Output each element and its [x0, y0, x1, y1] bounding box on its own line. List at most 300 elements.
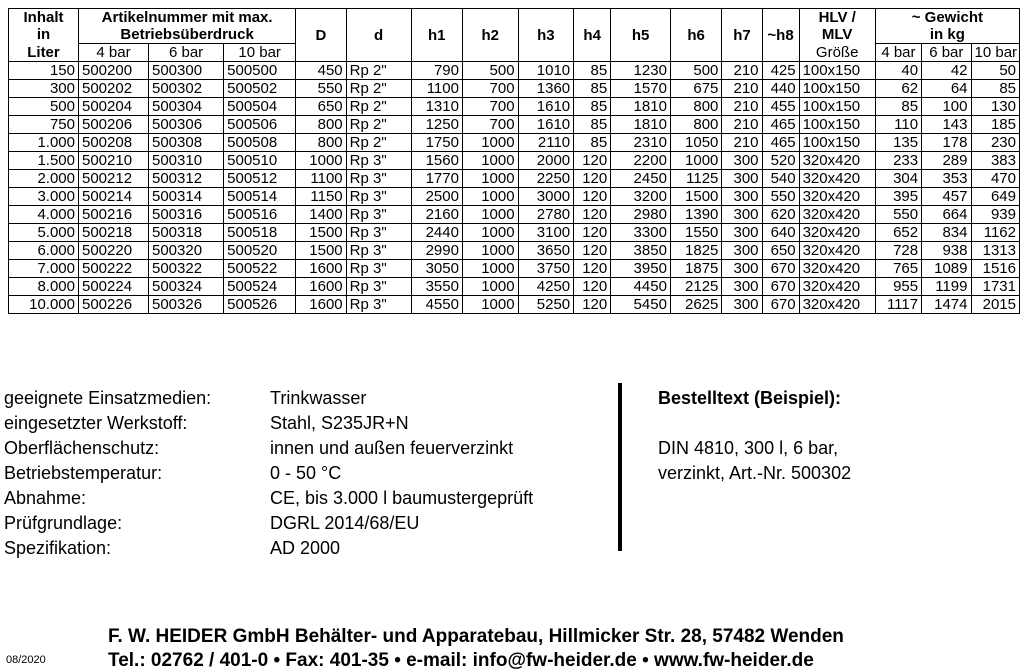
- table-cell: 425: [762, 62, 799, 80]
- table-cell: 500526: [224, 296, 296, 314]
- table-cell: 300: [722, 296, 762, 314]
- table-cell: 210: [722, 116, 762, 134]
- header-d: d: [346, 9, 411, 62]
- table-cell: 1050: [670, 134, 721, 152]
- property-key: eingesetzter Werkstoff:: [4, 413, 188, 433]
- table-cell: 185: [971, 116, 1020, 134]
- company-address: F. W. HEIDER GmbH Behälter- und Apparatebau, Hillmicker Str. 28, 57482 Wenden: [108, 626, 844, 647]
- table-cell: 1.500: [9, 152, 79, 170]
- table-cell: 3550: [411, 278, 462, 296]
- table-cell: 2310: [611, 134, 671, 152]
- table-cell: 210: [722, 98, 762, 116]
- vertical-divider: [618, 383, 622, 551]
- header-groesse: Größe: [799, 44, 875, 62]
- table-cell: 1550: [670, 224, 721, 242]
- property-row: [4, 411, 533, 436]
- header-gewicht: ~ Gewicht: [875, 9, 1019, 27]
- table-cell: 300: [722, 170, 762, 188]
- table-cell: 2440: [411, 224, 462, 242]
- table-cell: 650: [296, 98, 346, 116]
- table-cell: 1750: [411, 134, 462, 152]
- header-gewicht-2: in kg: [875, 26, 1019, 44]
- table-cell: 10.000: [9, 296, 79, 314]
- table-cell: 1310: [411, 98, 462, 116]
- table-row: [9, 224, 1020, 242]
- table-cell: 1162: [971, 224, 1020, 242]
- table-cell: 2015: [971, 296, 1020, 314]
- table-cell: 500302: [149, 80, 224, 98]
- table-cell: 2125: [670, 278, 721, 296]
- table-cell: 85: [574, 116, 611, 134]
- table-cell: 500326: [149, 296, 224, 314]
- header-h1: h1: [411, 9, 462, 62]
- header-inhalt: Inhalt: [9, 9, 79, 27]
- header-h2: h2: [462, 9, 518, 62]
- table-cell: 1600: [296, 278, 346, 296]
- table-cell: 110: [875, 116, 921, 134]
- table-row: [9, 278, 1020, 296]
- table-cell: 150: [9, 62, 79, 80]
- header-liter: Liter: [9, 44, 79, 62]
- table-cell: 2250: [518, 170, 574, 188]
- table-cell: 1000: [462, 170, 518, 188]
- table-cell: 1390: [670, 206, 721, 224]
- table-cell: 500218: [79, 224, 149, 242]
- table-cell: 500214: [79, 188, 149, 206]
- table-cell: 1810: [611, 116, 671, 134]
- table-cell: 675: [670, 80, 721, 98]
- table-row: [9, 134, 1020, 152]
- table-cell: 500202: [79, 80, 149, 98]
- header-4bar: 4 bar: [79, 44, 149, 62]
- table-cell: 178: [922, 134, 971, 152]
- table-cell: 670: [762, 278, 799, 296]
- table-cell: 500: [462, 62, 518, 80]
- table-cell: 939: [971, 206, 1020, 224]
- table-cell: 500520: [224, 242, 296, 260]
- table-cell: 1875: [670, 260, 721, 278]
- property-value: AD 2000: [270, 538, 341, 558]
- table-cell: 800: [670, 116, 721, 134]
- table-cell: 289: [922, 152, 971, 170]
- table-cell: 649: [971, 188, 1020, 206]
- table-cell: 300: [722, 278, 762, 296]
- table-cell: 2200: [611, 152, 671, 170]
- table-cell: 1600: [296, 260, 346, 278]
- table-cell: 800: [296, 116, 346, 134]
- table-cell: 120: [574, 260, 611, 278]
- table-cell: 1360: [518, 80, 574, 98]
- table-cell: Rp 3": [346, 296, 411, 314]
- table-cell: 300: [722, 188, 762, 206]
- table-cell: 470: [971, 170, 1020, 188]
- table-cell: 500300: [149, 62, 224, 80]
- document-date: 08/2020: [6, 654, 46, 666]
- table-cell: 1500: [670, 188, 721, 206]
- table-cell: 100x150: [799, 98, 875, 116]
- table-cell: 2625: [670, 296, 721, 314]
- table-cell: 500204: [79, 98, 149, 116]
- table-cell: 790: [411, 62, 462, 80]
- table-cell: 1313: [971, 242, 1020, 260]
- table-cell: 300: [722, 242, 762, 260]
- table-cell: 62: [875, 80, 921, 98]
- table-cell: 120: [574, 242, 611, 260]
- table-cell: 210: [722, 80, 762, 98]
- properties-list: [4, 386, 533, 561]
- header-mlv: MLV: [799, 26, 875, 44]
- company-contact: Tel.: 02762 / 401-0 • Fax: 401-35 • e-mail: info@fw-heider.de • www.fw-heider.de: [108, 650, 814, 671]
- table-cell: 3750: [518, 260, 574, 278]
- table-cell: 320x420: [799, 152, 875, 170]
- table-cell: 353: [922, 170, 971, 188]
- property-value: CE, bis 3.000 l baumustergeprüft: [270, 488, 534, 508]
- table-cell: 500318: [149, 224, 224, 242]
- table-cell: 5.000: [9, 224, 79, 242]
- table-cell: Rp 3": [346, 242, 411, 260]
- table-cell: 700: [462, 116, 518, 134]
- table-cell: 670: [762, 296, 799, 314]
- table-cell: 1610: [518, 98, 574, 116]
- table-cell: 100x150: [799, 62, 875, 80]
- header-weight-4bar: 4 bar: [875, 44, 921, 62]
- table-row: [9, 152, 1020, 170]
- table-cell: 500508: [224, 134, 296, 152]
- property-key: Betriebstemperatur:: [4, 463, 163, 483]
- table-cell: 300: [722, 260, 762, 278]
- table-cell: 500322: [149, 260, 224, 278]
- table-cell: 500308: [149, 134, 224, 152]
- table-cell: 300: [722, 224, 762, 242]
- order-line-1: DIN 4810, 300 l, 6 bar,: [658, 438, 839, 458]
- table-cell: 800: [296, 134, 346, 152]
- table-cell: 1150: [296, 188, 346, 206]
- table-cell: 1474: [922, 296, 971, 314]
- table-cell: 1000: [462, 206, 518, 224]
- table-cell: 520: [762, 152, 799, 170]
- header-10bar: 10 bar: [224, 44, 296, 62]
- table-cell: 1000: [462, 188, 518, 206]
- table-cell: 500312: [149, 170, 224, 188]
- table-cell: 1000: [296, 152, 346, 170]
- table-cell: 500216: [79, 206, 149, 224]
- property-value: 0 - 50 °C: [270, 463, 342, 483]
- table-cell: 320x420: [799, 206, 875, 224]
- table-cell: 500500: [224, 62, 296, 80]
- header-hlv: HLV /: [799, 9, 875, 27]
- header-h5: h5: [611, 9, 671, 62]
- property-value: DGRL 2014/68/EU: [270, 513, 420, 533]
- table-cell: 210: [722, 134, 762, 152]
- table-cell: 1500: [296, 224, 346, 242]
- table-cell: 130: [971, 98, 1020, 116]
- table-row: [9, 296, 1020, 314]
- table-cell: 1400: [296, 206, 346, 224]
- table-cell: 230: [971, 134, 1020, 152]
- table-cell: 500320: [149, 242, 224, 260]
- table-cell: 300: [9, 80, 79, 98]
- table-cell: Rp 3": [346, 152, 411, 170]
- table-cell: 143: [922, 116, 971, 134]
- table-cell: 2160: [411, 206, 462, 224]
- table-cell: 500304: [149, 98, 224, 116]
- table-cell: 500306: [149, 116, 224, 134]
- table-cell: 500226: [79, 296, 149, 314]
- table-cell: 50: [971, 62, 1020, 80]
- table-cell: 1000: [462, 260, 518, 278]
- table-cell: 120: [574, 152, 611, 170]
- table-cell: 700: [462, 80, 518, 98]
- table-cell: 500314: [149, 188, 224, 206]
- property-key: Abnahme:: [4, 488, 87, 508]
- property-value: Stahl, S235JR+N: [270, 413, 409, 433]
- table-cell: 500208: [79, 134, 149, 152]
- table-cell: 765: [875, 260, 921, 278]
- table-body: [9, 62, 1020, 314]
- order-line-2: verzinkt, Art.-Nr. 500302: [658, 463, 852, 483]
- table-cell: 320x420: [799, 296, 875, 314]
- table-cell: 42: [922, 62, 971, 80]
- table-cell: 3.000: [9, 188, 79, 206]
- table-cell: 85: [574, 134, 611, 152]
- table-cell: 4250: [518, 278, 574, 296]
- table-cell: 1610: [518, 116, 574, 134]
- order-title: Bestelltext (Beispiel):: [658, 388, 842, 408]
- table-cell: Rp 2": [346, 98, 411, 116]
- table-cell: 700: [462, 98, 518, 116]
- header-artikel-2: Betriebsüberdruck: [79, 26, 296, 44]
- table-row: [9, 242, 1020, 260]
- table-cell: 500518: [224, 224, 296, 242]
- table-cell: Rp 3": [346, 188, 411, 206]
- table-cell: 383: [971, 152, 1020, 170]
- header-weight-10bar: 10 bar: [971, 44, 1020, 62]
- table-cell: 500200: [79, 62, 149, 80]
- table-cell: 500324: [149, 278, 224, 296]
- table-cell: 620: [762, 206, 799, 224]
- order-text-block: [658, 386, 851, 486]
- table-row: [9, 188, 1020, 206]
- table-cell: 3650: [518, 242, 574, 260]
- table-cell: 1000: [462, 152, 518, 170]
- table-cell: 3300: [611, 224, 671, 242]
- table-cell: 500206: [79, 116, 149, 134]
- table-cell: 500512: [224, 170, 296, 188]
- table-cell: 120: [574, 188, 611, 206]
- table-cell: 1810: [611, 98, 671, 116]
- table-cell: 320x420: [799, 224, 875, 242]
- table-cell: 500224: [79, 278, 149, 296]
- table-cell: 3050: [411, 260, 462, 278]
- table-row: [9, 80, 1020, 98]
- table-cell: 750: [9, 116, 79, 134]
- table-cell: 1600: [296, 296, 346, 314]
- table-cell: 1000: [462, 224, 518, 242]
- table-row: [9, 116, 1020, 134]
- table-cell: Rp 2": [346, 62, 411, 80]
- table-cell: 320x420: [799, 170, 875, 188]
- table-cell: 640: [762, 224, 799, 242]
- table-cell: 1560: [411, 152, 462, 170]
- table-cell: 457: [922, 188, 971, 206]
- table-cell: 3200: [611, 188, 671, 206]
- property-value: innen und außen feuerverzinkt: [270, 438, 514, 458]
- table-cell: 100: [922, 98, 971, 116]
- table-cell: Rp 3": [346, 206, 411, 224]
- table-cell: 2500: [411, 188, 462, 206]
- table-cell: 40: [875, 62, 921, 80]
- table-cell: 1825: [670, 242, 721, 260]
- table-cell: 320x420: [799, 260, 875, 278]
- table-cell: 1516: [971, 260, 1020, 278]
- table-cell: 5450: [611, 296, 671, 314]
- header-weight-6bar: 6 bar: [922, 44, 971, 62]
- table-cell: 1000: [462, 278, 518, 296]
- header-6bar: 6 bar: [149, 44, 224, 62]
- table-cell: 1.000: [9, 134, 79, 152]
- table-cell: Rp 3": [346, 224, 411, 242]
- table-cell: 465: [762, 116, 799, 134]
- table-cell: 1731: [971, 278, 1020, 296]
- table-cell: 500516: [224, 206, 296, 224]
- table-cell: 85: [574, 62, 611, 80]
- table-cell: 500222: [79, 260, 149, 278]
- table-cell: 1000: [462, 134, 518, 152]
- table-row: [9, 98, 1020, 116]
- table-cell: 1117: [875, 296, 921, 314]
- table-cell: 2.000: [9, 170, 79, 188]
- table-cell: 550: [762, 188, 799, 206]
- table-cell: 120: [574, 278, 611, 296]
- table-cell: 450: [296, 62, 346, 80]
- table-cell: 500522: [224, 260, 296, 278]
- table-cell: 100x150: [799, 134, 875, 152]
- table-cell: 728: [875, 242, 921, 260]
- table-cell: 465: [762, 134, 799, 152]
- table-cell: 652: [875, 224, 921, 242]
- property-key: Spezifikation:: [4, 538, 112, 558]
- table-cell: 664: [922, 206, 971, 224]
- table-cell: 2780: [518, 206, 574, 224]
- table-cell: 2000: [518, 152, 574, 170]
- table-cell: 500514: [224, 188, 296, 206]
- property-key: Oberflächenschutz:: [4, 438, 160, 458]
- table-row: [9, 170, 1020, 188]
- property-row: [4, 436, 533, 461]
- table-cell: 500316: [149, 206, 224, 224]
- table-cell: 5250: [518, 296, 574, 314]
- table-cell: 6.000: [9, 242, 79, 260]
- property-key: geeignete Einsatzmedien:: [4, 388, 212, 408]
- table-cell: 2980: [611, 206, 671, 224]
- table-cell: 85: [574, 80, 611, 98]
- table-cell: 500210: [79, 152, 149, 170]
- table-cell: 3850: [611, 242, 671, 260]
- table-cell: 4.000: [9, 206, 79, 224]
- table-cell: 120: [574, 224, 611, 242]
- header-h4: h4: [574, 9, 611, 62]
- property-row: [4, 511, 533, 536]
- table-cell: 440: [762, 80, 799, 98]
- table-cell: 500502: [224, 80, 296, 98]
- table-cell: 2990: [411, 242, 462, 260]
- table-cell: 500524: [224, 278, 296, 296]
- table-cell: 1010: [518, 62, 574, 80]
- table-cell: 1770: [411, 170, 462, 188]
- table-cell: 8.000: [9, 278, 79, 296]
- table-cell: 550: [875, 206, 921, 224]
- table-cell: 120: [574, 206, 611, 224]
- header-h6: h6: [670, 9, 721, 62]
- table-cell: Rp 2": [346, 134, 411, 152]
- property-row: [4, 386, 533, 411]
- table-cell: 2450: [611, 170, 671, 188]
- table-cell: 500212: [79, 170, 149, 188]
- table-cell: 300: [722, 152, 762, 170]
- table-cell: 85: [574, 98, 611, 116]
- header-h8: ~h8: [762, 9, 799, 62]
- table-cell: 650: [762, 242, 799, 260]
- table-cell: 800: [670, 98, 721, 116]
- table-cell: 500220: [79, 242, 149, 260]
- table-cell: 500506: [224, 116, 296, 134]
- table-cell: 834: [922, 224, 971, 242]
- table-cell: 500: [9, 98, 79, 116]
- table-row: [9, 62, 1020, 80]
- table-cell: 1230: [611, 62, 671, 80]
- table-cell: 320x420: [799, 278, 875, 296]
- header-D: D: [296, 9, 346, 62]
- table-cell: 4450: [611, 278, 671, 296]
- property-row: [4, 461, 533, 486]
- table-cell: 1000: [462, 296, 518, 314]
- table-cell: 1089: [922, 260, 971, 278]
- property-key: Prüfgrundlage:: [4, 513, 123, 533]
- table-cell: 2110: [518, 134, 574, 152]
- table-cell: 320x420: [799, 242, 875, 260]
- table-cell: 1000: [670, 152, 721, 170]
- table-row: [9, 260, 1020, 278]
- table-cell: 500510: [224, 152, 296, 170]
- table-cell: 3950: [611, 260, 671, 278]
- table-cell: 320x420: [799, 188, 875, 206]
- header-artikel: Artikelnummer mit max.: [79, 9, 296, 27]
- table-cell: Rp 3": [346, 260, 411, 278]
- table-cell: 500504: [224, 98, 296, 116]
- table-cell: Rp 3": [346, 170, 411, 188]
- table-cell: 455: [762, 98, 799, 116]
- table-cell: Rp 3": [346, 278, 411, 296]
- table-cell: 1250: [411, 116, 462, 134]
- product-table: [8, 8, 1020, 314]
- table-row: [9, 206, 1020, 224]
- table-cell: 938: [922, 242, 971, 260]
- table-cell: 1125: [670, 170, 721, 188]
- table-cell: 1199: [922, 278, 971, 296]
- table-cell: 500: [670, 62, 721, 80]
- table-cell: 1500: [296, 242, 346, 260]
- property-row: [4, 486, 533, 511]
- table-cell: 500310: [149, 152, 224, 170]
- table-cell: 1570: [611, 80, 671, 98]
- table-cell: 540: [762, 170, 799, 188]
- table-cell: 3000: [518, 188, 574, 206]
- table-cell: 210: [722, 62, 762, 80]
- table-cell: 1100: [296, 170, 346, 188]
- table-cell: 395: [875, 188, 921, 206]
- table-cell: Rp 2": [346, 80, 411, 98]
- table-cell: 1000: [462, 242, 518, 260]
